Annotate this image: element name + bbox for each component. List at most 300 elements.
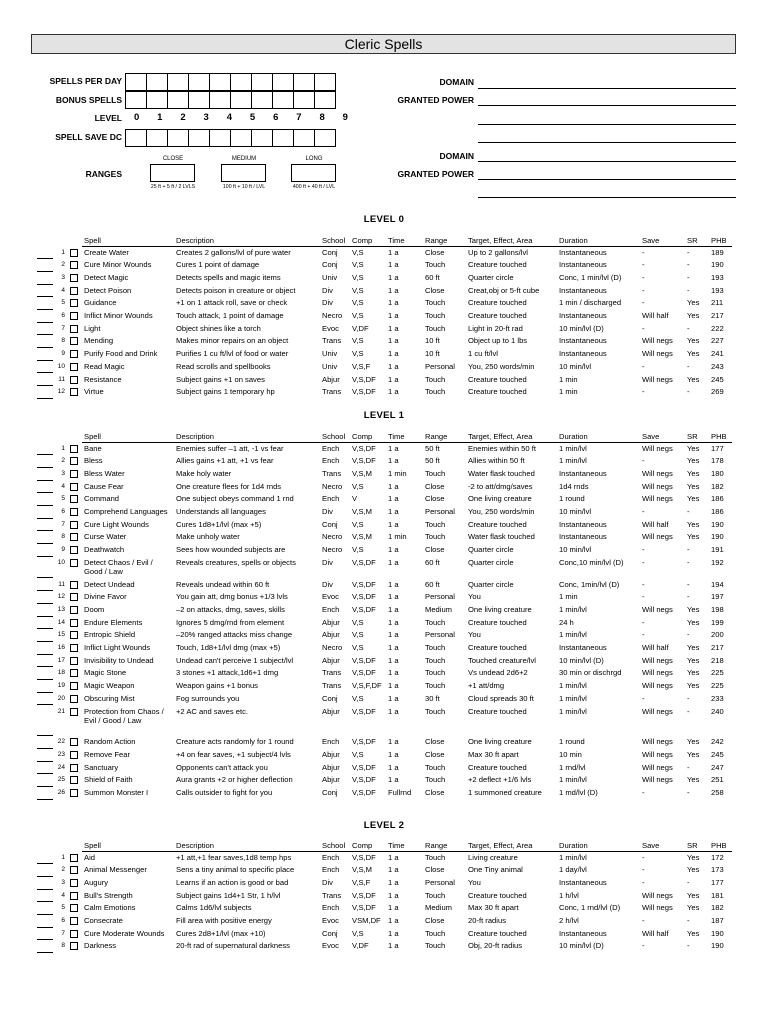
cell-name: Doom bbox=[84, 604, 105, 614]
cell-save: - bbox=[642, 916, 645, 925]
granted-power-2-line-2[interactable] bbox=[478, 197, 736, 198]
prepared-count-line[interactable] bbox=[37, 271, 53, 272]
column-header: Save bbox=[642, 432, 660, 441]
row-number: 3 bbox=[61, 273, 65, 281]
cell-sr: - bbox=[687, 693, 690, 703]
spell-checkbox[interactable] bbox=[70, 483, 78, 491]
range-medium-box[interactable] bbox=[221, 164, 266, 182]
prepared-count-line[interactable] bbox=[37, 309, 53, 310]
row-number: 4 bbox=[61, 286, 65, 294]
cell-comp: V,S,DF bbox=[352, 903, 376, 913]
prepared-count-line[interactable] bbox=[37, 786, 53, 787]
table-row bbox=[0, 248, 768, 261]
prepared-count-line[interactable] bbox=[37, 628, 53, 629]
cell-time: 1 a bbox=[388, 655, 399, 665]
cell-sr: Yes bbox=[687, 643, 700, 652]
spell-checkbox[interactable] bbox=[70, 249, 78, 257]
cell-phb: 193 bbox=[711, 272, 724, 282]
cell-target: Creature touched bbox=[468, 928, 527, 938]
cell-desc: Fog surrounds you bbox=[176, 693, 240, 703]
cell-comp: V,S bbox=[352, 336, 364, 346]
domain-1-label: DOMAIN bbox=[439, 77, 474, 87]
spell-checkbox[interactable] bbox=[70, 533, 78, 541]
column-header: Description bbox=[176, 236, 214, 245]
cell-range: Close bbox=[425, 749, 445, 759]
prepared-count-line[interactable] bbox=[37, 454, 53, 455]
spell-checkbox[interactable] bbox=[70, 751, 78, 759]
cell-name: Inflict Minor Wounds bbox=[84, 311, 153, 320]
cell-time: 1 a bbox=[388, 630, 399, 640]
spell-checkbox[interactable] bbox=[70, 682, 78, 690]
table-row bbox=[0, 643, 768, 656]
level-number: 3 bbox=[203, 112, 209, 123]
row-number: 22 bbox=[57, 738, 65, 746]
cell-desc: Allies gains +1 att, +1 vs fear bbox=[176, 456, 274, 466]
bonus-spells-9[interactable] bbox=[314, 91, 336, 109]
cell-sr: Yes bbox=[687, 655, 700, 665]
cell-phb: 191 bbox=[711, 545, 724, 555]
spell-checkbox[interactable] bbox=[70, 930, 78, 938]
spell-save-dc-9[interactable] bbox=[314, 129, 336, 147]
bonus-spells-5[interactable] bbox=[230, 91, 252, 109]
cell-school: Necro bbox=[322, 532, 343, 542]
cell-desc: You gain att, dmg bonus +1/3 lvls bbox=[176, 592, 288, 602]
spell-checkbox[interactable] bbox=[70, 581, 78, 589]
spell-checkbox[interactable] bbox=[70, 312, 78, 320]
cell-desc: Makes minor repairs on an object bbox=[176, 336, 289, 346]
granted-power-1-line-2[interactable] bbox=[478, 124, 736, 125]
spell-checkbox[interactable] bbox=[70, 495, 78, 503]
spells-per-day-0[interactable] bbox=[125, 73, 147, 91]
prepared-count-line[interactable] bbox=[37, 603, 53, 604]
column-header: Description bbox=[176, 432, 214, 441]
cell-time: Fullrnd bbox=[388, 788, 412, 797]
cell-school: Evoc bbox=[322, 941, 339, 951]
row-number: 24 bbox=[57, 763, 65, 771]
spell-save-dc-8[interactable] bbox=[293, 129, 315, 147]
granted-power-2-line[interactable] bbox=[478, 179, 736, 180]
prepared-count-line[interactable] bbox=[37, 360, 53, 361]
bonus-spells-8[interactable] bbox=[293, 91, 315, 109]
prepared-count-line[interactable] bbox=[37, 556, 53, 557]
spell-checkbox[interactable] bbox=[70, 708, 78, 716]
prepared-count-line[interactable] bbox=[37, 799, 53, 800]
cell-phb: 217 bbox=[711, 643, 724, 652]
spell-checkbox[interactable] bbox=[70, 738, 78, 746]
row-number: 8 bbox=[61, 942, 65, 950]
cell-time: 1 a bbox=[388, 336, 399, 346]
spell-checkbox[interactable] bbox=[70, 619, 78, 627]
cell-target: Obj, 20-ft radius bbox=[468, 941, 523, 951]
row-number: 19 bbox=[57, 682, 65, 690]
cell-range: Close bbox=[425, 494, 445, 504]
bonus-spells-6[interactable] bbox=[251, 91, 273, 109]
cell-target: 1 summoned creature bbox=[468, 788, 542, 797]
prepared-count-line[interactable] bbox=[37, 901, 53, 902]
cell-name: Cure Light Wounds bbox=[84, 519, 149, 529]
cell-save: Will negs bbox=[642, 336, 673, 346]
cell-comp: V,S,F bbox=[352, 877, 371, 887]
cell-time: 1 a bbox=[388, 668, 399, 678]
cell-sr: Yes bbox=[687, 775, 700, 785]
cell-time: 1 a bbox=[388, 903, 399, 913]
prepared-count-line[interactable] bbox=[37, 347, 53, 348]
spell-checkbox[interactable] bbox=[70, 287, 78, 295]
cell-name: Shield of Faith bbox=[84, 775, 133, 785]
domain-1-line[interactable] bbox=[478, 88, 736, 89]
cell-name: Bless Water bbox=[84, 468, 125, 478]
prepared-count-line[interactable] bbox=[37, 889, 53, 890]
spells-per-day-1[interactable] bbox=[146, 73, 168, 91]
row-number: 6 bbox=[61, 508, 65, 515]
spell-checkbox[interactable] bbox=[70, 261, 78, 269]
prepared-count-line[interactable] bbox=[37, 322, 53, 323]
level-number: 6 bbox=[273, 112, 279, 123]
cell-phb: 233 bbox=[711, 693, 724, 703]
cell-desc: Purifies 1 cu ft/lvl of food or water bbox=[176, 349, 289, 359]
spell-checkbox[interactable] bbox=[70, 325, 78, 333]
spell-checkbox[interactable] bbox=[70, 657, 78, 665]
cell-range: Close bbox=[425, 916, 445, 925]
cell-duration: Conc, 1min/lvl (D) bbox=[559, 579, 620, 589]
cell-range: Touch bbox=[425, 532, 446, 542]
cell-desc: Sees how wounded subjects are bbox=[176, 545, 286, 555]
bonus-spells-4[interactable] bbox=[209, 91, 231, 109]
prepared-count-line[interactable] bbox=[37, 876, 53, 877]
prepared-count-line[interactable] bbox=[37, 616, 53, 617]
cell-duration: 1 round bbox=[559, 494, 585, 504]
cell-school: Div bbox=[322, 507, 333, 516]
cell-duration: 1 rnd/lvl bbox=[559, 762, 586, 772]
cell-phb: 182 bbox=[711, 903, 724, 913]
prepared-count-line[interactable] bbox=[37, 773, 53, 774]
spells-per-day-6[interactable] bbox=[251, 73, 273, 91]
spells-per-day-3[interactable] bbox=[188, 73, 210, 91]
spell-checkbox[interactable] bbox=[70, 546, 78, 554]
table-header bbox=[0, 236, 768, 246]
cell-desc: Reveals creatures, spells or objects bbox=[176, 557, 296, 567]
cell-save: - bbox=[642, 298, 645, 308]
spell-save-dc-4[interactable] bbox=[209, 129, 231, 147]
cell-school: Conj bbox=[322, 788, 338, 797]
prepared-count-line[interactable] bbox=[37, 518, 53, 519]
spell-checkbox[interactable] bbox=[70, 644, 78, 652]
cell-sr: Yes bbox=[687, 928, 700, 938]
spell-save-dc-3[interactable] bbox=[188, 129, 210, 147]
cell-desc: Cures 1 point of damage bbox=[176, 260, 260, 270]
prepared-count-line[interactable] bbox=[37, 666, 53, 667]
cell-sr: - bbox=[687, 361, 690, 371]
prepared-count-line[interactable] bbox=[37, 939, 53, 940]
level-number: 2 bbox=[180, 112, 186, 123]
spell-checkbox[interactable] bbox=[70, 776, 78, 784]
cell-duration: Instantaneous bbox=[559, 260, 607, 270]
cell-range: Medium bbox=[425, 604, 453, 614]
cell-save: Will negs bbox=[642, 468, 673, 478]
prepared-count-line[interactable] bbox=[37, 952, 53, 953]
table-row bbox=[0, 605, 768, 618]
cell-phb: 258 bbox=[711, 788, 724, 797]
cell-range: Personal bbox=[425, 507, 455, 516]
level-number: 4 bbox=[226, 112, 232, 123]
spell-checkbox[interactable] bbox=[70, 559, 78, 567]
cell-save: Will negs bbox=[642, 481, 673, 491]
cell-sr: - bbox=[687, 706, 690, 716]
cell-target: Creature touched bbox=[468, 890, 527, 900]
cell-time: 1 a bbox=[388, 247, 399, 257]
cell-comp: V,S,F,DF bbox=[352, 681, 382, 691]
prepared-count-line[interactable] bbox=[37, 590, 53, 591]
cell-range: Touch bbox=[425, 928, 446, 938]
cell-desc: Creature acts randomly for 1 round bbox=[176, 737, 294, 747]
prepared-count-line[interactable] bbox=[37, 296, 53, 297]
spells-per-day-7[interactable] bbox=[272, 73, 294, 91]
column-header: Comp bbox=[352, 236, 373, 245]
spell-checkbox[interactable] bbox=[70, 904, 78, 912]
cell-school: Necro bbox=[322, 545, 343, 555]
row-number: 25 bbox=[57, 776, 65, 784]
bonus-spells-1[interactable] bbox=[146, 91, 168, 109]
table-row bbox=[0, 929, 768, 942]
bonus-spells-2[interactable] bbox=[167, 91, 189, 109]
prepared-count-line[interactable] bbox=[37, 385, 53, 386]
spell-save-dc-5[interactable] bbox=[230, 129, 252, 147]
spell-checkbox[interactable] bbox=[70, 376, 78, 384]
cell-sr: Yes bbox=[687, 890, 700, 900]
column-header: Spell bbox=[84, 236, 101, 245]
spell-checkbox[interactable] bbox=[70, 363, 78, 371]
cell-school: Trans bbox=[322, 681, 342, 691]
cell-phb: 177 bbox=[711, 877, 724, 887]
spells-per-day-8[interactable] bbox=[293, 73, 315, 91]
cell-target: Living creature bbox=[468, 852, 518, 862]
prepared-count-line[interactable] bbox=[37, 863, 53, 864]
level-number: 1 bbox=[157, 112, 163, 123]
cell-phb: 200 bbox=[711, 630, 724, 640]
cell-name: Cure Minor Wounds bbox=[84, 260, 152, 270]
spell-checkbox[interactable] bbox=[70, 508, 78, 516]
column-header: Comp bbox=[352, 841, 373, 850]
row-number: 14 bbox=[57, 618, 65, 626]
cell-phb: 187 bbox=[711, 916, 724, 925]
prepared-count-line[interactable] bbox=[37, 372, 53, 373]
spell-checkbox[interactable] bbox=[70, 669, 78, 677]
cell-comp: V,S bbox=[352, 693, 364, 703]
spell-checkbox[interactable] bbox=[70, 337, 78, 345]
cell-school: Div bbox=[322, 579, 333, 589]
spells-per-day-2[interactable] bbox=[167, 73, 189, 91]
prepared-count-line[interactable] bbox=[37, 398, 53, 399]
column-header: Range bbox=[425, 236, 448, 245]
prepared-count-line[interactable] bbox=[37, 258, 53, 259]
prepared-count-line[interactable] bbox=[37, 927, 53, 928]
table-row bbox=[0, 387, 768, 400]
cell-duration: 1 min bbox=[559, 374, 578, 384]
cell-name: Detect Magic bbox=[84, 272, 129, 282]
cell-target: Water flask touched bbox=[468, 532, 535, 542]
granted-power-1-line[interactable] bbox=[478, 105, 736, 106]
column-header: School bbox=[322, 236, 346, 245]
column-header: Time bbox=[388, 841, 405, 850]
prepared-count-line[interactable] bbox=[37, 914, 53, 915]
cell-phb: 241 bbox=[711, 349, 724, 359]
row-number: 26 bbox=[57, 789, 65, 796]
cell-desc: Detects poison in creature or object bbox=[176, 285, 296, 295]
cell-sr: - bbox=[687, 323, 690, 333]
cell-phb: 182 bbox=[711, 481, 724, 491]
cell-range: Personal bbox=[425, 630, 455, 640]
cell-phb: 242 bbox=[711, 737, 724, 747]
cell-duration: 24 h bbox=[559, 617, 574, 627]
cell-comp: V,S,M bbox=[352, 507, 372, 516]
spell-checkbox[interactable] bbox=[70, 457, 78, 465]
spell-checkbox[interactable] bbox=[70, 350, 78, 358]
prepared-count-line[interactable] bbox=[37, 748, 53, 749]
spell-save-dc-6[interactable] bbox=[251, 129, 273, 147]
cell-name: Endure Elements bbox=[84, 617, 143, 627]
cell-sr: Yes bbox=[687, 336, 700, 346]
spell-checkbox[interactable] bbox=[70, 606, 78, 614]
cell-range: Touch bbox=[425, 468, 446, 478]
row-number: 7 bbox=[61, 929, 65, 937]
cell-time: 1 a bbox=[388, 693, 399, 703]
cell-save: Will negs bbox=[642, 532, 673, 542]
spell-save-dc-0[interactable] bbox=[125, 129, 147, 147]
cell-comp: V,S,DF bbox=[352, 706, 376, 716]
spell-checkbox[interactable] bbox=[70, 388, 78, 396]
cell-target: Creature touched bbox=[468, 762, 527, 772]
prepared-count-line[interactable] bbox=[37, 692, 53, 693]
spell-checkbox[interactable] bbox=[70, 593, 78, 601]
cell-save: - bbox=[642, 260, 645, 270]
spell-checkbox[interactable] bbox=[70, 445, 78, 453]
spell-checkbox[interactable] bbox=[70, 695, 78, 703]
spell-checkbox[interactable] bbox=[70, 917, 78, 925]
column-header: Spell bbox=[84, 432, 101, 441]
row-number: 16 bbox=[57, 644, 65, 651]
spell-checkbox[interactable] bbox=[70, 854, 78, 862]
table-row bbox=[0, 592, 768, 605]
spell-checkbox[interactable] bbox=[70, 942, 78, 950]
cell-target: Creature touched bbox=[468, 374, 527, 384]
level-label: LEVEL bbox=[94, 113, 122, 123]
spell-checkbox[interactable] bbox=[70, 299, 78, 307]
prepared-count-line[interactable] bbox=[37, 480, 53, 481]
spell-checkbox[interactable] bbox=[70, 631, 78, 639]
cell-school: Ench bbox=[322, 852, 340, 862]
prepared-count-line[interactable] bbox=[37, 704, 53, 705]
bonus-spells-3[interactable] bbox=[188, 91, 210, 109]
cell-comp: V,S bbox=[352, 630, 364, 640]
cell-duration: 1 round bbox=[559, 737, 585, 747]
cell-save: - bbox=[642, 788, 645, 797]
cell-time: 1 a bbox=[388, 643, 399, 652]
range-long-box[interactable] bbox=[291, 164, 336, 182]
row-number: 7 bbox=[61, 324, 65, 332]
level-numbers bbox=[125, 112, 357, 123]
spell-save-dc-2[interactable] bbox=[167, 129, 189, 147]
prepared-count-line[interactable] bbox=[37, 641, 53, 642]
table-row bbox=[0, 694, 768, 707]
cell-phb: 245 bbox=[711, 374, 724, 384]
spells-per-day-5[interactable] bbox=[230, 73, 252, 91]
table-row bbox=[0, 273, 768, 286]
cell-school: Ench bbox=[322, 903, 340, 913]
spell-checkbox[interactable] bbox=[70, 521, 78, 529]
cell-time: 1 a bbox=[388, 361, 399, 371]
range-close-box[interactable] bbox=[150, 164, 195, 182]
cell-time: 1 a bbox=[388, 941, 399, 951]
domain-2-line[interactable] bbox=[478, 161, 736, 162]
spell-checkbox[interactable] bbox=[70, 274, 78, 282]
prepared-count-line[interactable] bbox=[37, 530, 53, 531]
granted-power-1-line-3[interactable] bbox=[478, 142, 736, 143]
cell-duration: 1 min/lvl bbox=[559, 681, 587, 691]
cell-comp: V,S bbox=[352, 928, 364, 938]
row-number: 11 bbox=[58, 375, 65, 383]
cell-sr: - bbox=[687, 247, 690, 257]
table-row bbox=[0, 482, 768, 495]
cell-name: Virtue bbox=[84, 387, 104, 397]
cell-duration: Conc, 1 rnd/lvl (D) bbox=[559, 903, 621, 913]
prepared-count-line[interactable] bbox=[37, 505, 53, 506]
prepared-count-line[interactable] bbox=[37, 577, 53, 578]
spell-checkbox[interactable] bbox=[70, 866, 78, 874]
cell-target: Quarter circle bbox=[468, 579, 514, 589]
cell-target: 20-ft radius bbox=[468, 916, 506, 925]
table-row bbox=[0, 656, 768, 669]
prepared-count-line[interactable] bbox=[37, 654, 53, 655]
spells-per-day-9[interactable] bbox=[314, 73, 336, 91]
bonus-spells-7[interactable] bbox=[272, 91, 294, 109]
cell-target: Creature touched bbox=[468, 311, 527, 320]
spell-save-dc-1[interactable] bbox=[146, 129, 168, 147]
cell-phb: 269 bbox=[711, 387, 724, 397]
cell-duration: 2 h/lvl bbox=[559, 916, 579, 925]
bonus-spells-0[interactable] bbox=[125, 91, 147, 109]
spell-checkbox[interactable] bbox=[70, 470, 78, 478]
spell-checkbox[interactable] bbox=[70, 789, 78, 797]
prepared-count-line[interactable] bbox=[37, 761, 53, 762]
column-header: Target, Effect, Area bbox=[468, 432, 533, 441]
cell-duration: 10 min/lvl (D) bbox=[559, 323, 604, 333]
cell-comp: V,S,DF bbox=[352, 387, 376, 397]
table-row bbox=[0, 324, 768, 337]
spells-per-day-4[interactable] bbox=[209, 73, 231, 91]
cell-school: Conj bbox=[322, 519, 338, 529]
spell-checkbox[interactable] bbox=[70, 879, 78, 887]
cell-school: Abjur bbox=[322, 655, 340, 665]
prepared-count-line[interactable] bbox=[37, 543, 53, 544]
prepared-count-line[interactable] bbox=[37, 492, 53, 493]
cell-comp: V,S,DF bbox=[352, 655, 376, 665]
cell-range: 50 ft bbox=[425, 443, 440, 453]
cell-target: One living creature bbox=[468, 737, 532, 747]
column-header: PHB bbox=[711, 236, 727, 245]
spell-save-dc-7[interactable] bbox=[272, 129, 294, 147]
prepared-count-line[interactable] bbox=[37, 679, 53, 680]
spells-per-day-label: SPELLS PER DAY bbox=[49, 76, 122, 86]
cell-comp: V,S,DF bbox=[352, 788, 376, 797]
cell-school: Abjur bbox=[322, 706, 340, 716]
prepared-count-line[interactable] bbox=[37, 284, 53, 285]
spell-save-dc-label: SPELL SAVE DC bbox=[55, 132, 122, 142]
spell-checkbox[interactable] bbox=[70, 764, 78, 772]
prepared-count-line[interactable] bbox=[37, 334, 53, 335]
prepared-count-line[interactable] bbox=[37, 735, 53, 736]
prepared-count-line[interactable] bbox=[37, 467, 53, 468]
spell-checkbox[interactable] bbox=[70, 892, 78, 900]
